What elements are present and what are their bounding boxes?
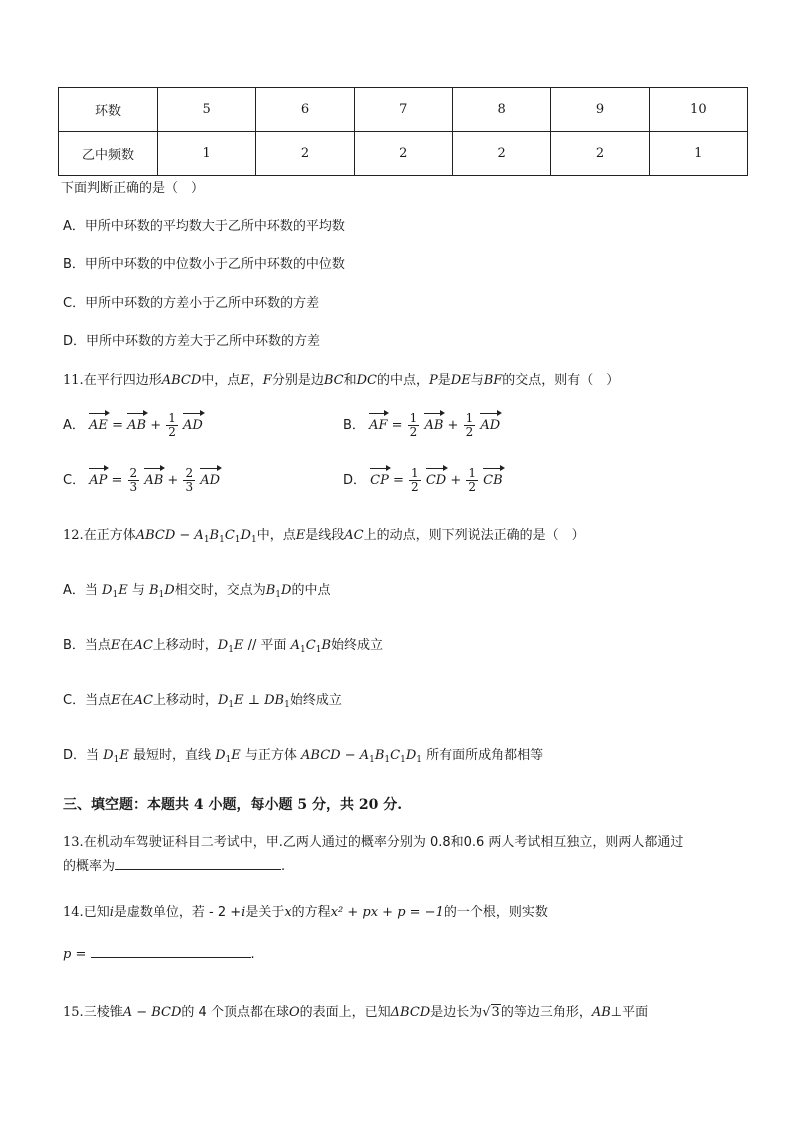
math-var: i xyxy=(109,905,114,920)
text: 在平行四边形 xyxy=(83,373,162,388)
q12-option-d: D．当 $D_1E$ 最短时，直线 $D_1E$ 与正方体 ABCD − $A_1B_1C_1D_1$ 所有面所成角都相等 xyxy=(63,748,544,765)
q15-stem xyxy=(63,1004,648,1022)
fraction: $\frac{1}{2}$ xyxy=(468,466,476,494)
q10-option-d: D．甲所中环数的方差大于乙所中环数的方差 xyxy=(63,334,321,349)
text: 与 xyxy=(131,583,145,598)
vector: AD xyxy=(480,418,501,433)
q13-line-2 xyxy=(63,858,285,876)
text: 的中点 xyxy=(291,583,331,598)
answer-blank[interactable] xyxy=(115,859,281,870)
table-cell: 1 xyxy=(649,132,747,176)
math-var: E xyxy=(295,528,306,543)
q11-option-a: A． AE = AB + $\frac{1}{2}$ AD xyxy=(63,411,203,439)
q11-option-d: D． CP = $\frac{1}{2}$ CD + $\frac{1}{2}$ CB xyxy=(343,466,503,494)
text: 上移动时， xyxy=(152,693,218,708)
table-cell: 2 xyxy=(452,132,550,176)
question-number: 15. xyxy=(63,1005,84,1020)
text: 在 xyxy=(120,693,134,708)
text: 的概率为 xyxy=(63,859,116,874)
table-cell: 2 xyxy=(551,132,649,176)
option-label: D． xyxy=(343,473,367,488)
q14-stem xyxy=(63,904,548,922)
q11-stem xyxy=(63,372,619,390)
answer-blank[interactable] xyxy=(91,947,251,958)
q11-option-c: C． AP = $\frac{2}{3}$ AB + $\frac{2}{3}$ AD xyxy=(63,466,221,494)
text: 在正方体 xyxy=(83,528,136,543)
vector: CB xyxy=(483,473,503,488)
sqrt-expr: √3 xyxy=(482,1005,500,1020)
vector: AD xyxy=(200,473,221,488)
text: 所有面所成角都相等 xyxy=(426,748,544,763)
math-var: i xyxy=(241,905,246,920)
text: 相交时，交点为 xyxy=(174,583,266,598)
math-var: P xyxy=(429,373,438,388)
text: 是边长为 xyxy=(430,1005,483,1020)
table-cell: 1 xyxy=(158,132,256,176)
vector: AE xyxy=(89,418,108,433)
text: 中，点 xyxy=(201,373,241,388)
math-var: ABCD xyxy=(161,373,202,388)
text: 始终成立 xyxy=(289,693,342,708)
table-cell: 6 xyxy=(256,88,354,132)
text: 与 xyxy=(470,373,484,388)
text: 的等边三角形， xyxy=(500,1005,592,1020)
text: 的一个根，则实数 xyxy=(443,905,548,920)
math-var: AB xyxy=(591,1005,611,1020)
text: 上的动点，则下列说法正确的是（ ） xyxy=(363,528,585,543)
table-cell: 10 xyxy=(649,88,747,132)
option-label: B．当点 xyxy=(63,638,111,653)
text: 是虚数单位，若 - 2 + xyxy=(113,905,242,920)
text: 的方程 xyxy=(291,905,331,920)
option-label: D．当 xyxy=(63,748,100,763)
table-cell: 8 xyxy=(452,88,550,132)
math-var: F xyxy=(262,373,272,388)
text: 分别是边 xyxy=(271,373,324,388)
option-label: A．当 xyxy=(63,583,98,598)
fraction: $\frac{1}{2}$ xyxy=(411,466,419,494)
q11-option-b: B． AF = $\frac{1}{2}$ AB + $\frac{1}{2}$ AD xyxy=(343,411,501,439)
vector: AB xyxy=(424,418,444,433)
vector: AB xyxy=(144,473,164,488)
text: 是线段 xyxy=(305,528,345,543)
option-label: C．当点 xyxy=(63,693,112,708)
question-number: 12. xyxy=(63,528,84,543)
text: 三棱锥 xyxy=(83,1005,123,1020)
text: ⊥ xyxy=(247,693,260,708)
math-var: O xyxy=(288,1005,300,1020)
section-heading: 三、填空题：本题共 4 小题，每小题 5 分，共 20 分. xyxy=(63,797,403,813)
text: 已知 xyxy=(83,905,110,920)
math-expr: ΔBCD xyxy=(390,1005,431,1020)
text: 上移动时， xyxy=(152,638,218,653)
q12-stem xyxy=(63,527,585,549)
q13-line-1 xyxy=(63,834,683,852)
math-var: DE xyxy=(450,373,471,388)
text: 和 xyxy=(343,373,357,388)
question-number: 13. xyxy=(63,835,84,850)
text: 的 4 个顶点都在球 xyxy=(181,1005,289,1020)
text: ， xyxy=(249,373,263,388)
text: 与正方体 xyxy=(244,748,297,763)
q12-option-a: A．当 $D_1E$ 与 $B_1D$相交时，交点为$B_1D$的中点 xyxy=(63,583,331,600)
text: 是关于 xyxy=(245,905,285,920)
text: 是 xyxy=(437,373,451,388)
q10-prompt: 下面判断正确的是（ ） xyxy=(61,181,205,196)
fraction: $\frac{2}{3}$ xyxy=(129,466,138,494)
text: 的交点，则有（ ） xyxy=(502,373,620,388)
text: 最短时，直线 xyxy=(132,748,211,763)
fraction: $\frac{1}{2}$ xyxy=(168,411,176,439)
text: 始终成立 xyxy=(331,638,384,653)
question-number: 11. xyxy=(63,373,84,388)
q12-option-c: C．当点E在AC上移动时，$D_1E$ ⊥ $DB_1$始终成立 xyxy=(63,693,342,710)
text: 的表面上，已知 xyxy=(299,1005,391,1020)
option-label: A． xyxy=(63,418,85,433)
text: 在 xyxy=(120,638,134,653)
vector: AP xyxy=(89,473,108,488)
text: . xyxy=(281,859,286,874)
text: 中，点 xyxy=(256,528,296,543)
math-var: BC xyxy=(323,373,344,388)
question-number: 14. xyxy=(63,905,84,920)
vector: AD xyxy=(183,418,203,433)
frequency-table xyxy=(58,87,748,176)
math-expr: ABCD − $A_1B_1C_1D_1$ xyxy=(135,528,257,545)
vector: CP xyxy=(370,473,389,488)
vector: AB xyxy=(127,418,147,433)
math-expr: A − BCD xyxy=(122,1005,182,1020)
table-cell: 2 xyxy=(354,132,452,176)
table-cell: 5 xyxy=(158,88,256,132)
q10-option-b: B．甲所中环数的中位数小于乙所中环数的中位数 xyxy=(63,257,345,272)
q12-option-b: B．当点E在AC上移动时，$D_1E$ // 平面 $A_1C_1B$始终成立 xyxy=(63,638,384,655)
table-row xyxy=(59,88,748,132)
text: 的中点， xyxy=(376,373,429,388)
vector: AF xyxy=(369,418,388,433)
fraction: $\frac{1}{2}$ xyxy=(465,411,474,439)
table-cell: 2 xyxy=(256,132,354,176)
math-var: x xyxy=(284,905,292,920)
fraction: $\frac{1}{2}$ xyxy=(409,411,418,439)
math-var: E xyxy=(240,373,250,388)
table-cell: 7 xyxy=(354,88,452,132)
text: ⊥平面 xyxy=(610,1005,649,1020)
q14-answer-line xyxy=(63,946,255,964)
math-var: BF xyxy=(483,373,503,388)
text: // 平面 xyxy=(247,638,287,653)
vector: CD xyxy=(425,473,447,488)
table-row-label: 乙中频数 xyxy=(59,132,158,176)
text: . xyxy=(250,947,255,962)
option-label: C． xyxy=(63,473,86,488)
table-header-label: 环数 xyxy=(59,88,158,132)
text: 在机动车驾驶证科目二考试中，甲.乙两人通过的概率分别为 0.8和0.6 两人考试相互独立，则两人都通过 xyxy=(83,835,684,850)
q10-option-c: C．甲所中环数的方差小于乙所中环数的方差 xyxy=(63,296,320,311)
math-expr: x² + px + p = −1 xyxy=(330,905,444,920)
table-cell: 9 xyxy=(551,88,649,132)
table-row xyxy=(59,132,748,176)
option-label: B． xyxy=(343,418,365,433)
math-var: AC xyxy=(344,528,364,543)
q10-option-a: A．甲所中环数的平均数大于乙所中环数的平均数 xyxy=(63,219,345,234)
math-var: DC xyxy=(356,373,377,388)
fraction: $\frac{2}{3}$ xyxy=(185,466,194,494)
math-expr: p = xyxy=(63,947,87,962)
